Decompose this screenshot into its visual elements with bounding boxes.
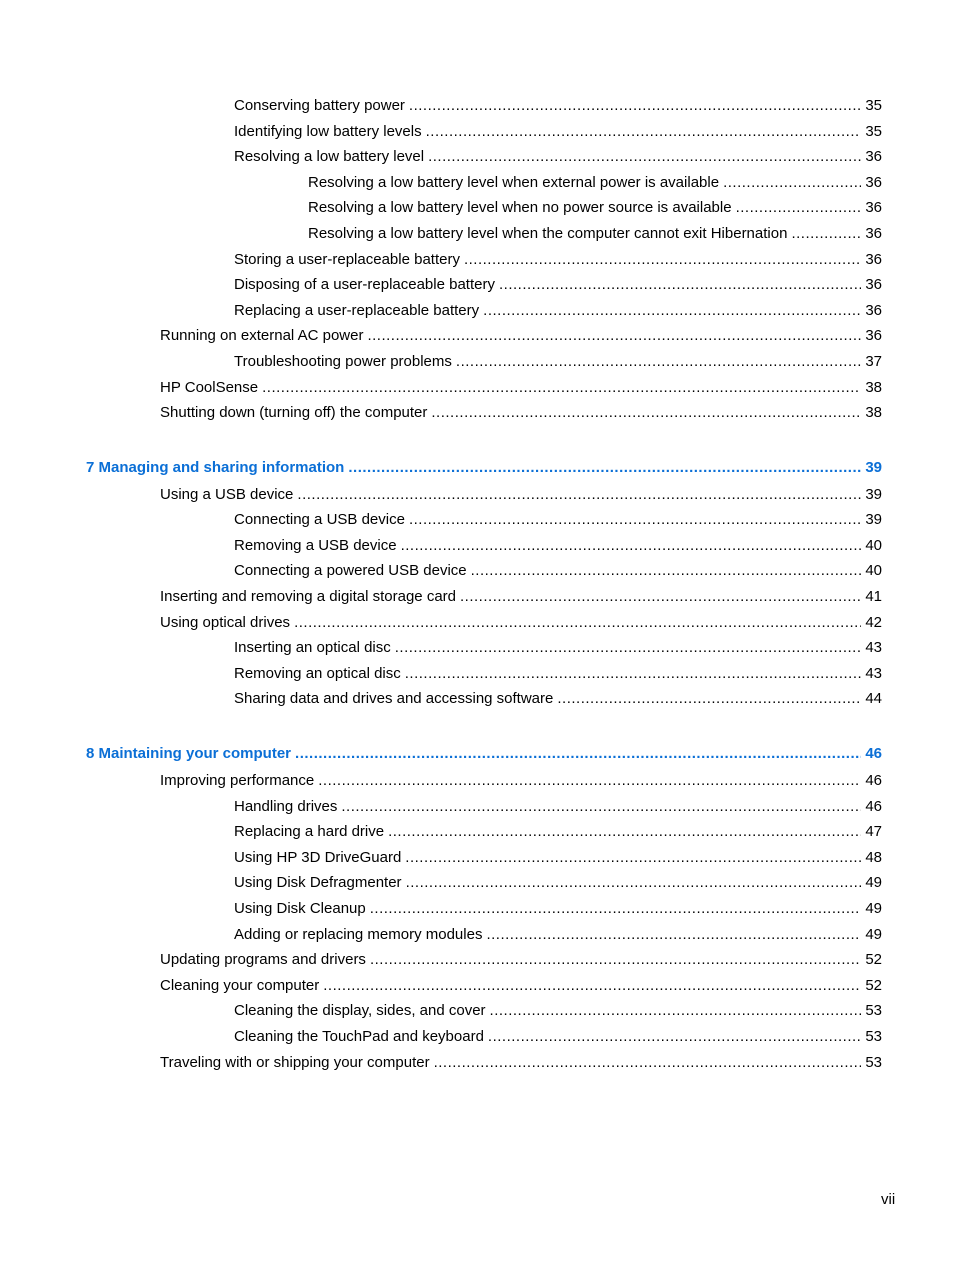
dot-leader — [401, 533, 862, 559]
page-number: vii — [881, 1191, 896, 1208]
toc-entry-page-number: 36 — [865, 250, 882, 268]
toc-entry — [0, 768, 882, 794]
dot-leader — [456, 349, 861, 375]
toc-entry-page-number: 36 — [865, 327, 882, 345]
toc-entry — [0, 686, 882, 712]
toc-entry-title: Storing a user-replaceable battery — [234, 250, 460, 268]
toc-entry — [0, 533, 882, 559]
dot-leader — [426, 119, 862, 145]
toc-entry — [0, 349, 882, 375]
dot-leader — [370, 947, 861, 973]
toc-entry-page-number: 38 — [865, 378, 882, 396]
toc-entry-title: Replacing a hard drive — [234, 823, 385, 841]
toc-entry-page-number: 39 — [865, 485, 882, 503]
dot-leader — [323, 973, 861, 999]
dot-leader — [490, 998, 862, 1024]
toc-entry-title: Troubleshooting power problems — [234, 352, 452, 370]
toc-entry — [0, 558, 882, 584]
toc-entry — [0, 1050, 882, 1076]
dot-leader — [499, 272, 861, 298]
toc-entry-title: Replacing a user-replaceable battery — [234, 301, 480, 319]
dot-leader — [409, 507, 861, 533]
toc-entry — [0, 221, 882, 247]
toc-entry-page-number: 53 — [865, 1002, 882, 1020]
toc-entry-page-number: 36 — [865, 224, 882, 242]
dot-leader — [431, 400, 861, 426]
toc-entry-title: Adding or replacing memory modules — [234, 925, 483, 943]
toc-entry-title: Identifying low battery levels — [234, 122, 422, 140]
toc-entry-title: Resolving a low battery level when external power is available — [308, 173, 720, 191]
toc-entry-page-number: 41 — [865, 588, 882, 606]
dot-leader — [791, 221, 861, 247]
toc-entry-page-number: 49 — [865, 874, 882, 892]
toc-entry — [0, 845, 882, 871]
toc-entry-title: Sharing data and drives and accessing software — [234, 690, 554, 708]
dot-leader — [471, 558, 862, 584]
toc-entry-page-number: 49 — [865, 900, 882, 917]
toc-entry-title: Using Disk Cleanup — [234, 900, 366, 917]
toc-entry-title: Running on external AC power — [160, 327, 364, 345]
dot-leader — [348, 455, 861, 481]
toc-entry-title: Connecting a USB device — [234, 511, 405, 529]
dot-leader — [295, 741, 861, 767]
toc-entry-title: Resolving a low battery level when no power source is available — [308, 199, 732, 217]
toc-entry-page-number: 35 — [865, 122, 882, 140]
toc-entry-title: Disposing of a user-replaceable battery — [234, 276, 495, 294]
toc-entry — [0, 272, 882, 298]
toc-entry — [0, 794, 882, 820]
dot-leader — [486, 922, 861, 948]
dot-leader — [370, 896, 862, 922]
toc-entry-title: Using HP 3D DriveGuard — [234, 848, 402, 866]
toc-entry-title: Removing a USB device — [234, 536, 397, 554]
toc-entry-page-number: 52 — [865, 976, 882, 994]
toc-entry-page-number: 38 — [865, 404, 882, 422]
toc-entry-page-number: 39 — [865, 458, 882, 476]
toc-chapter-link[interactable] — [0, 455, 882, 481]
toc-entry-page-number: 35 — [865, 97, 882, 114]
toc-entry-page-number: 44 — [865, 690, 882, 708]
toc-entry-page-number: 36 — [865, 148, 882, 166]
toc-entry — [0, 1024, 882, 1050]
dot-leader — [297, 482, 861, 508]
toc-entry-title: Using Disk Defragmenter — [234, 874, 402, 892]
dot-leader — [367, 323, 861, 349]
dot-leader — [409, 93, 861, 119]
toc-entry-page-number: 39 — [865, 511, 882, 529]
toc-entry-title: 7 Managing and sharing information — [86, 458, 345, 476]
toc-entry-title: Conserving battery power — [234, 97, 405, 114]
dot-leader — [557, 686, 861, 712]
toc-entry-page-number: 40 — [865, 536, 882, 554]
toc-entry-title: 8 Maintaining your computer — [86, 745, 292, 763]
dot-leader — [395, 635, 862, 661]
dot-leader — [406, 870, 862, 896]
toc-entry — [0, 507, 882, 533]
dot-leader — [488, 1024, 861, 1050]
toc-entry-page-number: 36 — [865, 173, 882, 191]
dot-leader — [405, 845, 861, 871]
toc-entry-page-number: 49 — [865, 925, 882, 943]
toc-entry-title: Updating programs and drivers — [160, 951, 366, 969]
toc-entry — [0, 661, 882, 687]
toc-entry-page-number: 36 — [865, 276, 882, 294]
toc-entry — [0, 144, 882, 170]
toc-entry-title: Cleaning the TouchPad and keyboard — [234, 1027, 484, 1045]
toc-entry-title: Cleaning the display, sides, and cover — [234, 1002, 486, 1020]
toc-entry-title: HP CoolSense — [160, 378, 259, 396]
dot-leader — [318, 768, 861, 794]
toc-entry — [0, 584, 882, 610]
toc-entry — [0, 323, 882, 349]
dot-leader — [460, 584, 861, 610]
toc-entry — [0, 170, 882, 196]
toc-entry-title: Improving performance — [160, 772, 315, 790]
toc-entry-title: Removing an optical disc — [234, 664, 401, 682]
toc-entry-page-number: 46 — [865, 797, 882, 815]
toc-entry — [0, 896, 882, 922]
toc-entry — [0, 195, 882, 221]
toc-entry-title: Resolving a low battery level when the computer cannot exit Hibernation — [308, 224, 788, 242]
toc-entry-page-number: 46 — [865, 745, 882, 763]
toc-entry-page-number: 40 — [865, 562, 882, 580]
toc-entry-title: Cleaning your computer — [160, 976, 320, 994]
toc-entry — [0, 482, 882, 508]
toc-entry-page-number: 46 — [865, 772, 882, 790]
toc-entry-title: Connecting a powered USB device — [234, 562, 467, 580]
toc-entry-title: Using optical drives — [160, 613, 291, 631]
toc-entry-title: Inserting and removing a digital storage card — [160, 588, 457, 606]
toc-entry-title: Resolving a low battery level — [234, 148, 425, 166]
table-of-contents — [0, 93, 954, 1075]
toc-entry — [0, 819, 882, 845]
toc-entry-page-number: 36 — [865, 199, 882, 217]
toc-entry — [0, 247, 882, 273]
toc-entry-page-number: 42 — [865, 613, 882, 631]
toc-entry-title: Traveling with or shipping your computer — [160, 1053, 430, 1071]
toc-entry-title: Shutting down (turning off) the computer — [160, 404, 428, 422]
toc-entry — [0, 400, 882, 426]
toc-entry-title: Inserting an optical disc — [234, 639, 391, 657]
toc-chapter-link[interactable] — [0, 741, 882, 767]
dot-leader — [262, 375, 861, 401]
toc-entry — [0, 870, 882, 896]
toc-entry-page-number: 52 — [865, 951, 882, 969]
toc-entry — [0, 93, 882, 119]
toc-entry — [0, 375, 882, 401]
toc-entry-page-number: 48 — [865, 848, 882, 866]
toc-entry — [0, 119, 882, 145]
dot-leader — [294, 610, 861, 636]
toc-entry — [0, 610, 882, 636]
toc-entry-page-number: 43 — [865, 639, 882, 657]
toc-entry — [0, 922, 882, 948]
dot-leader — [723, 170, 861, 196]
toc-entry — [0, 947, 882, 973]
toc-entry-page-number: 47 — [865, 823, 882, 841]
toc-entry — [0, 298, 882, 324]
dot-leader — [434, 1050, 862, 1076]
toc-entry — [0, 998, 882, 1024]
dot-leader — [464, 247, 861, 273]
dot-leader — [405, 661, 862, 687]
toc-entry-page-number: 37 — [865, 352, 882, 370]
dot-leader — [736, 195, 862, 221]
toc-entry-title: Handling drives — [234, 797, 338, 815]
dot-leader — [388, 819, 861, 845]
toc-entry-page-number: 53 — [865, 1053, 882, 1071]
dot-leader — [341, 794, 861, 820]
toc-entry-page-number: 36 — [865, 301, 882, 319]
dot-leader — [428, 144, 861, 170]
toc-entry-page-number: 53 — [865, 1027, 882, 1045]
dot-leader — [483, 298, 861, 324]
toc-entry-title: Using a USB device — [160, 485, 294, 503]
toc-entry — [0, 973, 882, 999]
toc-entry-page-number: 43 — [865, 664, 882, 682]
toc-entry — [0, 635, 882, 661]
